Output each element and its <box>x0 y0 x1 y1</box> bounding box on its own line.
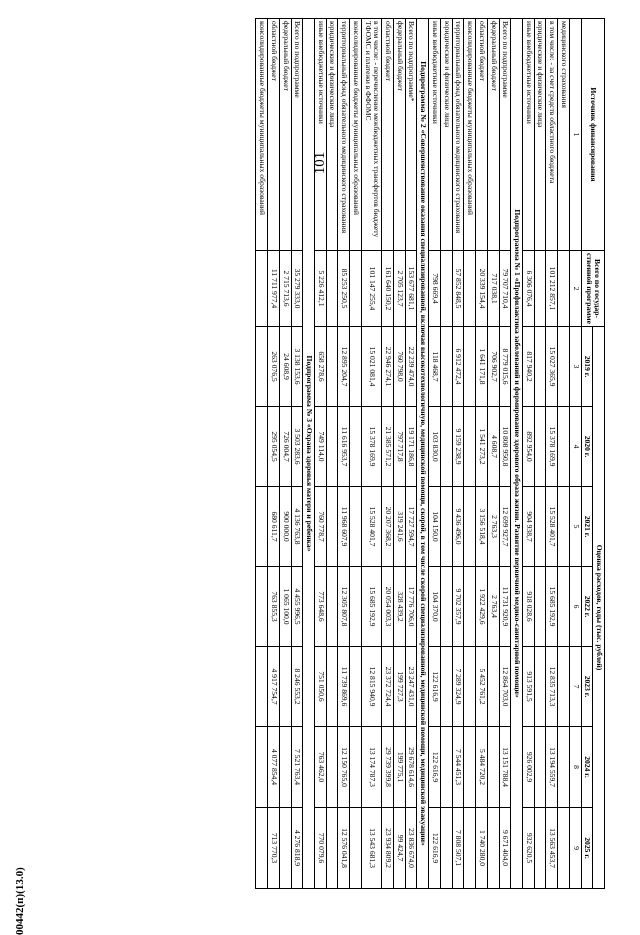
amount-cell: 773 648,6 <box>315 567 327 647</box>
amount-cell: 295 054,5 <box>268 407 280 487</box>
amount-cell <box>326 808 338 889</box>
amount-cell <box>487 727 499 808</box>
header-year: 2022 г. <box>581 567 593 647</box>
amount-cell: 24 608,9 <box>279 327 291 407</box>
source-cell: консолидированные бюджеты муниципальных образований <box>350 19 362 251</box>
amount-cell: 1 065 100,0 <box>279 567 291 647</box>
amount-cell <box>279 727 291 808</box>
column-number: 4 <box>569 407 581 487</box>
table-row <box>476 19 488 889</box>
amount-cell: 713 770,3 <box>268 808 280 889</box>
amount-cell: 5 226 412,1 <box>315 251 327 327</box>
amount-cell: 8 779 015,6 <box>499 327 511 407</box>
amount-cell <box>534 567 546 647</box>
table-row <box>268 19 280 889</box>
header-year: 2024 г. <box>581 727 593 808</box>
column-numbers-row <box>569 19 581 889</box>
table-row <box>534 19 546 889</box>
amount-cell <box>464 808 476 889</box>
amount-cell <box>440 327 452 407</box>
amount-cell <box>558 567 570 647</box>
amount-cell <box>326 407 338 487</box>
amount-cell: 101 212 857,1 <box>546 251 558 327</box>
amount-cell: 9 671 404,0 <box>499 808 511 889</box>
amount-cell: 751 050,6 <box>315 647 327 727</box>
subprogram-heading-row <box>511 19 523 889</box>
table-row <box>361 19 381 889</box>
amount-cell: 199 775,1 <box>394 727 406 808</box>
amount-cell: 99 424,7 <box>394 808 406 889</box>
source-cell: территориальный фонд обязательного медицинского страхования <box>452 19 464 251</box>
header-total: Всего по государ-ственной программе <box>581 251 604 327</box>
amount-cell: 17 727 594,7 <box>405 487 417 567</box>
amount-cell <box>256 407 268 487</box>
amount-cell: 23 372 724,4 <box>382 647 394 727</box>
amount-cell: 19 171 186,8 <box>405 407 417 487</box>
amount-cell: 1 641 171,8 <box>476 327 488 407</box>
table-row <box>326 19 338 889</box>
amount-cell: 904 938,7 <box>522 487 534 567</box>
subprogram-title: Подпрограмма № 2 «Совершенствование оказания специализированной, включая высокотехнологичную, медицинской помощи, скорой, в том числе скорой специализированной, медицинской помощи, медицинской эвакуации» <box>417 19 429 889</box>
amount-cell <box>256 327 268 407</box>
amount-cell <box>558 647 570 727</box>
amount-cell <box>350 727 362 808</box>
amount-cell: 7 808 507,1 <box>452 808 464 889</box>
amount-cell <box>534 808 546 889</box>
header-year: 2023 г. <box>581 647 593 727</box>
amount-cell: 9 436 496,0 <box>452 487 464 567</box>
header-row <box>593 19 605 889</box>
amount-cell <box>464 647 476 727</box>
document-code: 00442(п)(13.0) <box>14 867 26 935</box>
amount-cell <box>440 727 452 808</box>
amount-cell <box>279 647 291 727</box>
amount-cell: 22 239 474,0 <box>405 327 417 407</box>
column-number: 9 <box>569 808 581 889</box>
table-row <box>487 19 499 889</box>
amount-cell: 15 021 081,4 <box>361 327 381 407</box>
amount-cell: 11 968 607,9 <box>338 487 350 567</box>
amount-cell: 749 114,0 <box>315 407 327 487</box>
source-cell: юридические и физические лица <box>440 19 452 251</box>
amount-cell <box>558 808 570 889</box>
amount-cell: 760 798,0 <box>394 327 406 407</box>
amount-cell: 5 452 761,2 <box>476 647 488 727</box>
amount-cell: 2 715 713,6 <box>279 251 291 327</box>
amount-cell: 15 027 365,9 <box>546 327 558 407</box>
amount-cell: 11 731 920,9 <box>499 567 511 647</box>
amount-cell: 918 028,6 <box>522 567 534 647</box>
amount-cell <box>326 727 338 808</box>
amount-cell: 13 194 559,7 <box>546 727 558 808</box>
amount-cell: 5 484 720,2 <box>476 727 488 808</box>
amount-cell: 717 038,1 <box>487 251 499 327</box>
amount-cell: 79 707 710,4 <box>499 251 511 327</box>
amount-cell: 4 136 763,8 <box>291 487 303 567</box>
amount-cell: 12 305 807,8 <box>338 567 350 647</box>
amount-cell <box>350 487 362 567</box>
amount-cell: 7 544 451,3 <box>452 727 464 808</box>
amount-cell: 122 616,9 <box>429 647 441 727</box>
amount-cell: 680 611,7 <box>268 487 280 567</box>
amount-cell: 17 776 706,0 <box>405 567 417 647</box>
amount-cell <box>326 251 338 327</box>
column-number: 6 <box>569 567 581 647</box>
amount-cell: 11 711 977,4 <box>268 251 280 327</box>
amount-cell <box>256 647 268 727</box>
amount-cell: 763 462,0 <box>315 727 327 808</box>
amount-cell <box>256 808 268 889</box>
amount-cell: 3 503 283,6 <box>291 407 303 487</box>
table-row <box>558 19 570 889</box>
amount-cell: 4 608,7 <box>487 407 499 487</box>
amount-cell: 1 922 429,6 <box>476 567 488 647</box>
table-row <box>279 19 291 889</box>
amount-cell: 13 151 788,4 <box>499 727 511 808</box>
source-cell: областной бюджет <box>476 19 488 251</box>
amount-cell: 12 150 765,0 <box>338 727 350 808</box>
column-number: 7 <box>569 647 581 727</box>
amount-cell: 4 276 818,9 <box>291 808 303 889</box>
amount-cell: 20 339 154,4 <box>476 251 488 327</box>
column-number: 5 <box>569 487 581 567</box>
amount-cell: 2 763,4 <box>487 567 499 647</box>
source-cell: областной бюджет <box>382 19 394 251</box>
amount-cell: 153 677 681,1 <box>405 251 417 327</box>
amount-cell: 770 079,6 <box>315 808 327 889</box>
amount-cell: 23 247 431,0 <box>405 647 417 727</box>
amount-cell: 926 002,9 <box>522 727 534 808</box>
amount-cell: 101 147 255,4 <box>361 251 381 327</box>
subprogram-title: Подпрограмма № 1 «Профилактика заболеваний и формирование здорового образа жизни. Развитие первичной медико-санитарной помощи» <box>511 19 523 889</box>
amount-cell <box>350 251 362 327</box>
amount-cell: 328 439,2 <box>394 567 406 647</box>
amount-cell: 817 940,2 <box>522 327 534 407</box>
amount-cell: 658 278,6 <box>315 327 327 407</box>
amount-cell <box>464 487 476 567</box>
amount-cell: 12 576 041,8 <box>338 808 350 889</box>
source-cell: иные внебюджетные источники <box>315 19 327 251</box>
subprogram-heading-row <box>303 19 315 889</box>
amount-cell: 8 246 553,2 <box>291 647 303 727</box>
amount-cell: 12 864 703,0 <box>499 647 511 727</box>
amount-cell: 12 835 713,3 <box>546 647 558 727</box>
table-row <box>522 19 534 889</box>
source-cell: консолидированные бюджеты муниципальных образований <box>464 19 476 251</box>
column-number: 8 <box>569 727 581 808</box>
amount-cell: 13 174 787,3 <box>361 727 381 808</box>
rotated-table-container <box>50 18 605 888</box>
column-number: 2 <box>569 251 581 327</box>
amount-cell <box>558 327 570 407</box>
amount-cell: 21 385 571,2 <box>382 407 394 487</box>
amount-cell <box>279 808 291 889</box>
amount-cell: 4 077 854,4 <box>268 727 280 808</box>
amount-cell: 104 150,0 <box>429 487 441 567</box>
source-cell: иные внебюджетные источники <box>429 19 441 251</box>
amount-cell: 15 528 401,7 <box>361 487 381 567</box>
source-cell: иные внебюджетные источники <box>522 19 534 251</box>
amount-cell <box>326 567 338 647</box>
amount-cell: 13 543 681,3 <box>361 808 381 889</box>
amount-cell: 9 702 357,9 <box>452 567 464 647</box>
table-row <box>338 19 350 889</box>
source-cell: в том числе: - за счет средств областного бюджета <box>546 19 558 251</box>
table-row <box>382 19 394 889</box>
amount-cell: 9 159 238,9 <box>452 407 464 487</box>
table-row <box>405 19 417 889</box>
table-row <box>546 19 558 889</box>
amount-cell: 15 685 192,9 <box>361 567 381 647</box>
amount-cell: 706 902,7 <box>487 327 499 407</box>
amount-cell <box>350 647 362 727</box>
source-cell: юридические и физические лица <box>534 19 546 251</box>
header-estimate: Оценка расходов, годы (тыс. рублей) <box>593 327 605 889</box>
header-year: 2021 г. <box>581 487 593 567</box>
amount-cell: 161 640 150,2 <box>382 251 394 327</box>
amount-cell <box>558 407 570 487</box>
table-row <box>452 19 464 889</box>
amount-cell <box>256 727 268 808</box>
amount-cell: 319 241,6 <box>394 487 406 567</box>
table-row <box>394 19 406 889</box>
amount-cell: 103 830,0 <box>429 407 441 487</box>
amount-cell: 6 306 076,4 <box>522 251 534 327</box>
amount-cell: 1 740 280,0 <box>476 808 488 889</box>
amount-cell <box>326 327 338 407</box>
amount-cell: 11 739 869,6 <box>338 647 350 727</box>
amount-cell <box>487 647 499 727</box>
amount-cell <box>440 407 452 487</box>
amount-cell: 913 591,5 <box>522 647 534 727</box>
amount-cell <box>534 647 546 727</box>
amount-cell: 122 616,9 <box>429 727 441 808</box>
amount-cell: 118 468,7 <box>429 327 441 407</box>
header-source: Источник финансирования <box>581 19 604 251</box>
source-cell: Всего по подпрограмме* <box>405 19 417 251</box>
amount-cell <box>534 727 546 808</box>
amount-cell: 11 616 953,7 <box>338 407 350 487</box>
subprogram-heading-row <box>417 19 429 889</box>
amount-cell: 932 620,5 <box>522 808 534 889</box>
table-row <box>464 19 476 889</box>
amount-cell <box>558 727 570 808</box>
amount-cell <box>256 251 268 327</box>
amount-cell <box>326 487 338 567</box>
amount-cell <box>440 647 452 727</box>
amount-cell: 4 917 754,7 <box>268 647 280 727</box>
amount-cell: 12 815 940,9 <box>361 647 381 727</box>
amount-cell <box>464 727 476 808</box>
source-cell: федеральный бюджет <box>394 19 406 251</box>
table-row <box>350 19 362 889</box>
amount-cell <box>440 487 452 567</box>
source-cell: Всего по подпрограмме <box>291 19 303 251</box>
amount-cell: 4 455 996,5 <box>291 567 303 647</box>
table-row <box>291 19 303 889</box>
amount-cell: 10 808 950,8 <box>499 407 511 487</box>
amount-cell <box>534 251 546 327</box>
amount-cell: 104 370,0 <box>429 567 441 647</box>
amount-cell: 15 685 192,9 <box>546 567 558 647</box>
amount-cell: 23 934 809,2 <box>382 808 394 889</box>
source-cell: территориальный фонд обязательного медицинского страхования <box>338 19 350 251</box>
table-row <box>256 19 268 889</box>
header-year: 2025 г. <box>581 808 593 889</box>
amount-cell <box>256 487 268 567</box>
amount-cell: 763 855,3 <box>268 567 280 647</box>
amount-cell <box>350 327 362 407</box>
amount-cell: 726 004,7 <box>279 407 291 487</box>
source-cell: медицинского страхования <box>558 19 570 251</box>
column-number: 1 <box>569 19 581 251</box>
amount-cell <box>464 407 476 487</box>
source-cell: в том числе: - перечисление межбюджетных трансфертов бюджету ТФОМС и платежи в ФФОМС <box>361 19 381 251</box>
table-row <box>499 19 511 889</box>
amount-cell <box>464 251 476 327</box>
amount-cell: 23 836 674,0 <box>405 808 417 889</box>
amount-cell <box>534 407 546 487</box>
amount-cell <box>326 647 338 727</box>
source-cell: федеральный бюджет <box>279 19 291 251</box>
amount-cell <box>487 808 499 889</box>
source-cell: областной бюджет <box>268 19 280 251</box>
amount-cell: 15 378 169,9 <box>361 407 381 487</box>
amount-cell: 2 705 123,7 <box>394 251 406 327</box>
table-row <box>440 19 452 889</box>
amount-cell: 35 279 333,0 <box>291 251 303 327</box>
table-row <box>429 19 441 889</box>
amount-cell: 760 778,7 <box>315 487 327 567</box>
header-year: 2019 г. <box>581 327 593 407</box>
amount-cell: 7 521 763,4 <box>291 727 303 808</box>
table-body <box>256 19 569 889</box>
subprogram-title: Подпрограмма № 3 «Охрана здоровья матери и ребенка» <box>303 19 315 889</box>
amount-cell: 122 616,9 <box>429 808 441 889</box>
amount-cell: 892 954,0 <box>522 407 534 487</box>
amount-cell: 22 946 274,1 <box>382 327 394 407</box>
amount-cell: 199 727,3 <box>394 647 406 727</box>
amount-cell: 798 669,4 <box>429 251 441 327</box>
amount-cell: 263 076,5 <box>268 327 280 407</box>
amount-cell <box>440 567 452 647</box>
amount-cell <box>534 327 546 407</box>
amount-cell <box>350 808 362 889</box>
amount-cell <box>534 487 546 567</box>
amount-cell: 29 739 399,8 <box>382 727 394 808</box>
amount-cell: 7 289 324,9 <box>452 647 464 727</box>
amount-cell: 15 528 401,7 <box>546 487 558 567</box>
amount-cell: 2 763,3 <box>487 487 499 567</box>
amount-cell: 85 253 250,5 <box>338 251 350 327</box>
amount-cell: 13 563 453,7 <box>546 808 558 889</box>
amount-cell <box>558 487 570 567</box>
page-number: 101 <box>311 151 328 175</box>
amount-cell: 12 895 204,7 <box>338 327 350 407</box>
amount-cell: 797 717,8 <box>394 407 406 487</box>
amount-cell: 29 678 614,6 <box>405 727 417 808</box>
column-number: 3 <box>569 327 581 407</box>
source-cell: Всего по подпрограмме <box>499 19 511 251</box>
amount-cell <box>558 251 570 327</box>
header-year: 2020 г. <box>581 407 593 487</box>
amount-cell: 20 207 368,2 <box>382 487 394 567</box>
source-cell: юридические и физические лица <box>326 19 338 251</box>
amount-cell <box>464 567 476 647</box>
source-cell: федеральный бюджет <box>487 19 499 251</box>
amount-cell: 12 699 927,7 <box>499 487 511 567</box>
source-cell: консолидированные бюджеты муниципальных образований <box>256 19 268 251</box>
amount-cell: 900 000,0 <box>279 487 291 567</box>
amount-cell: 3 156 518,4 <box>476 487 488 567</box>
table-row <box>315 19 327 889</box>
amount-cell: 20 054 003,3 <box>382 567 394 647</box>
amount-cell <box>350 567 362 647</box>
amount-cell <box>256 567 268 647</box>
amount-cell <box>440 808 452 889</box>
amount-cell <box>440 251 452 327</box>
amount-cell: 57 852 848,5 <box>452 251 464 327</box>
funding-table <box>255 18 605 889</box>
amount-cell <box>350 407 362 487</box>
amount-cell <box>464 327 476 407</box>
amount-cell: 15 378 169,9 <box>546 407 558 487</box>
amount-cell: 3 138 153,6 <box>291 327 303 407</box>
amount-cell: 6 912 472,4 <box>452 327 464 407</box>
amount-cell: 1 541 273,2 <box>476 407 488 487</box>
